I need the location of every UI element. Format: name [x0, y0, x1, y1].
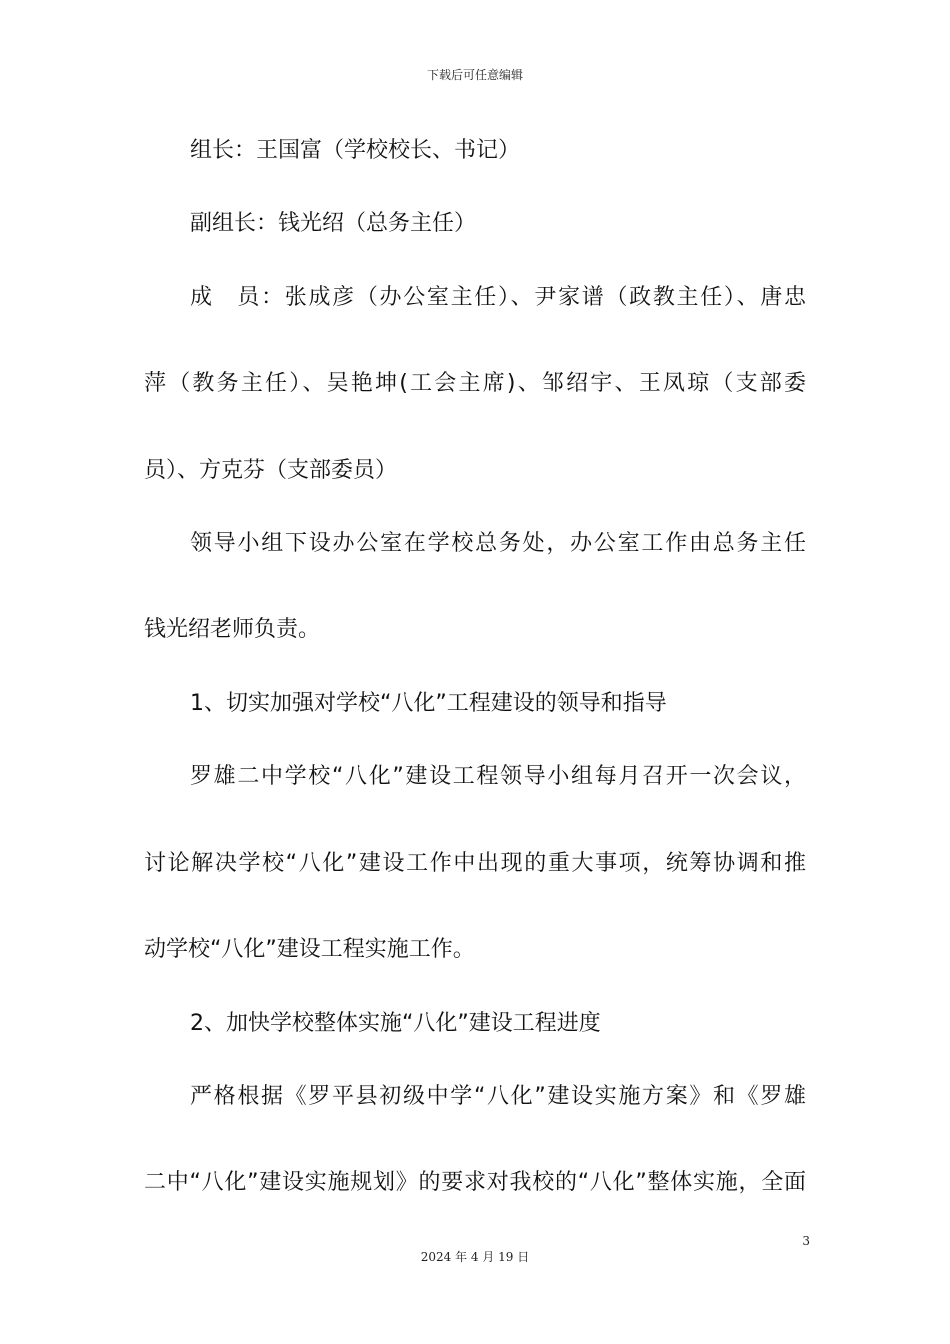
page-number: 3	[802, 1234, 810, 1248]
text-line-meeting-continued: 讨论解决学校“八化”建设工作中出现的重大事项，统筹协调和推	[144, 851, 806, 876]
text-line-members: 成 员：张成彦（办公室主任）、尹家谱（政教主任）、唐忠	[190, 285, 806, 310]
text-line-meeting-end: 动学校“八化”建设工程实施工作。	[144, 937, 475, 962]
section-heading-2: 2、加快学校整体实施“八化”建设工程进度	[190, 1011, 601, 1036]
text-line-plan-continued: 二中“八化”建设实施规划》的要求对我校的“八化”整体实施，全面	[144, 1170, 806, 1195]
section-heading-1: 1、切实加强对学校“八化”工程建设的领导和指导	[190, 691, 667, 716]
page-header: 下载后可任意编辑	[426, 68, 523, 82]
text-line-meeting: 罗雄二中学校“八化”建设工程领导小组每月召开一次会议，	[190, 764, 806, 789]
text-line-members-continued: 萍（教务主任）、吴艳坤(工会主席)、邹绍宇、王凤琼（支部委	[144, 371, 806, 396]
text-line-plan: 严格根据《罗平县初级中学“八化”建设实施方案》和《罗雄	[190, 1084, 806, 1109]
footer-date: 2024 年 4 月 19 日	[420, 1250, 530, 1264]
text-line-deputy-leader: 副组长：钱光绍（总务主任）	[190, 211, 477, 236]
text-line-leader: 组长：王国富（学校校长、书记）	[190, 138, 521, 163]
text-line-office-end: 钱光绍老师负责。	[144, 617, 321, 642]
text-line-members-end: 员）、方克芬（支部委员）	[144, 458, 398, 483]
text-line-office: 领导小组下设办公室在学校总务处，办公室工作由总务主任	[190, 531, 806, 556]
